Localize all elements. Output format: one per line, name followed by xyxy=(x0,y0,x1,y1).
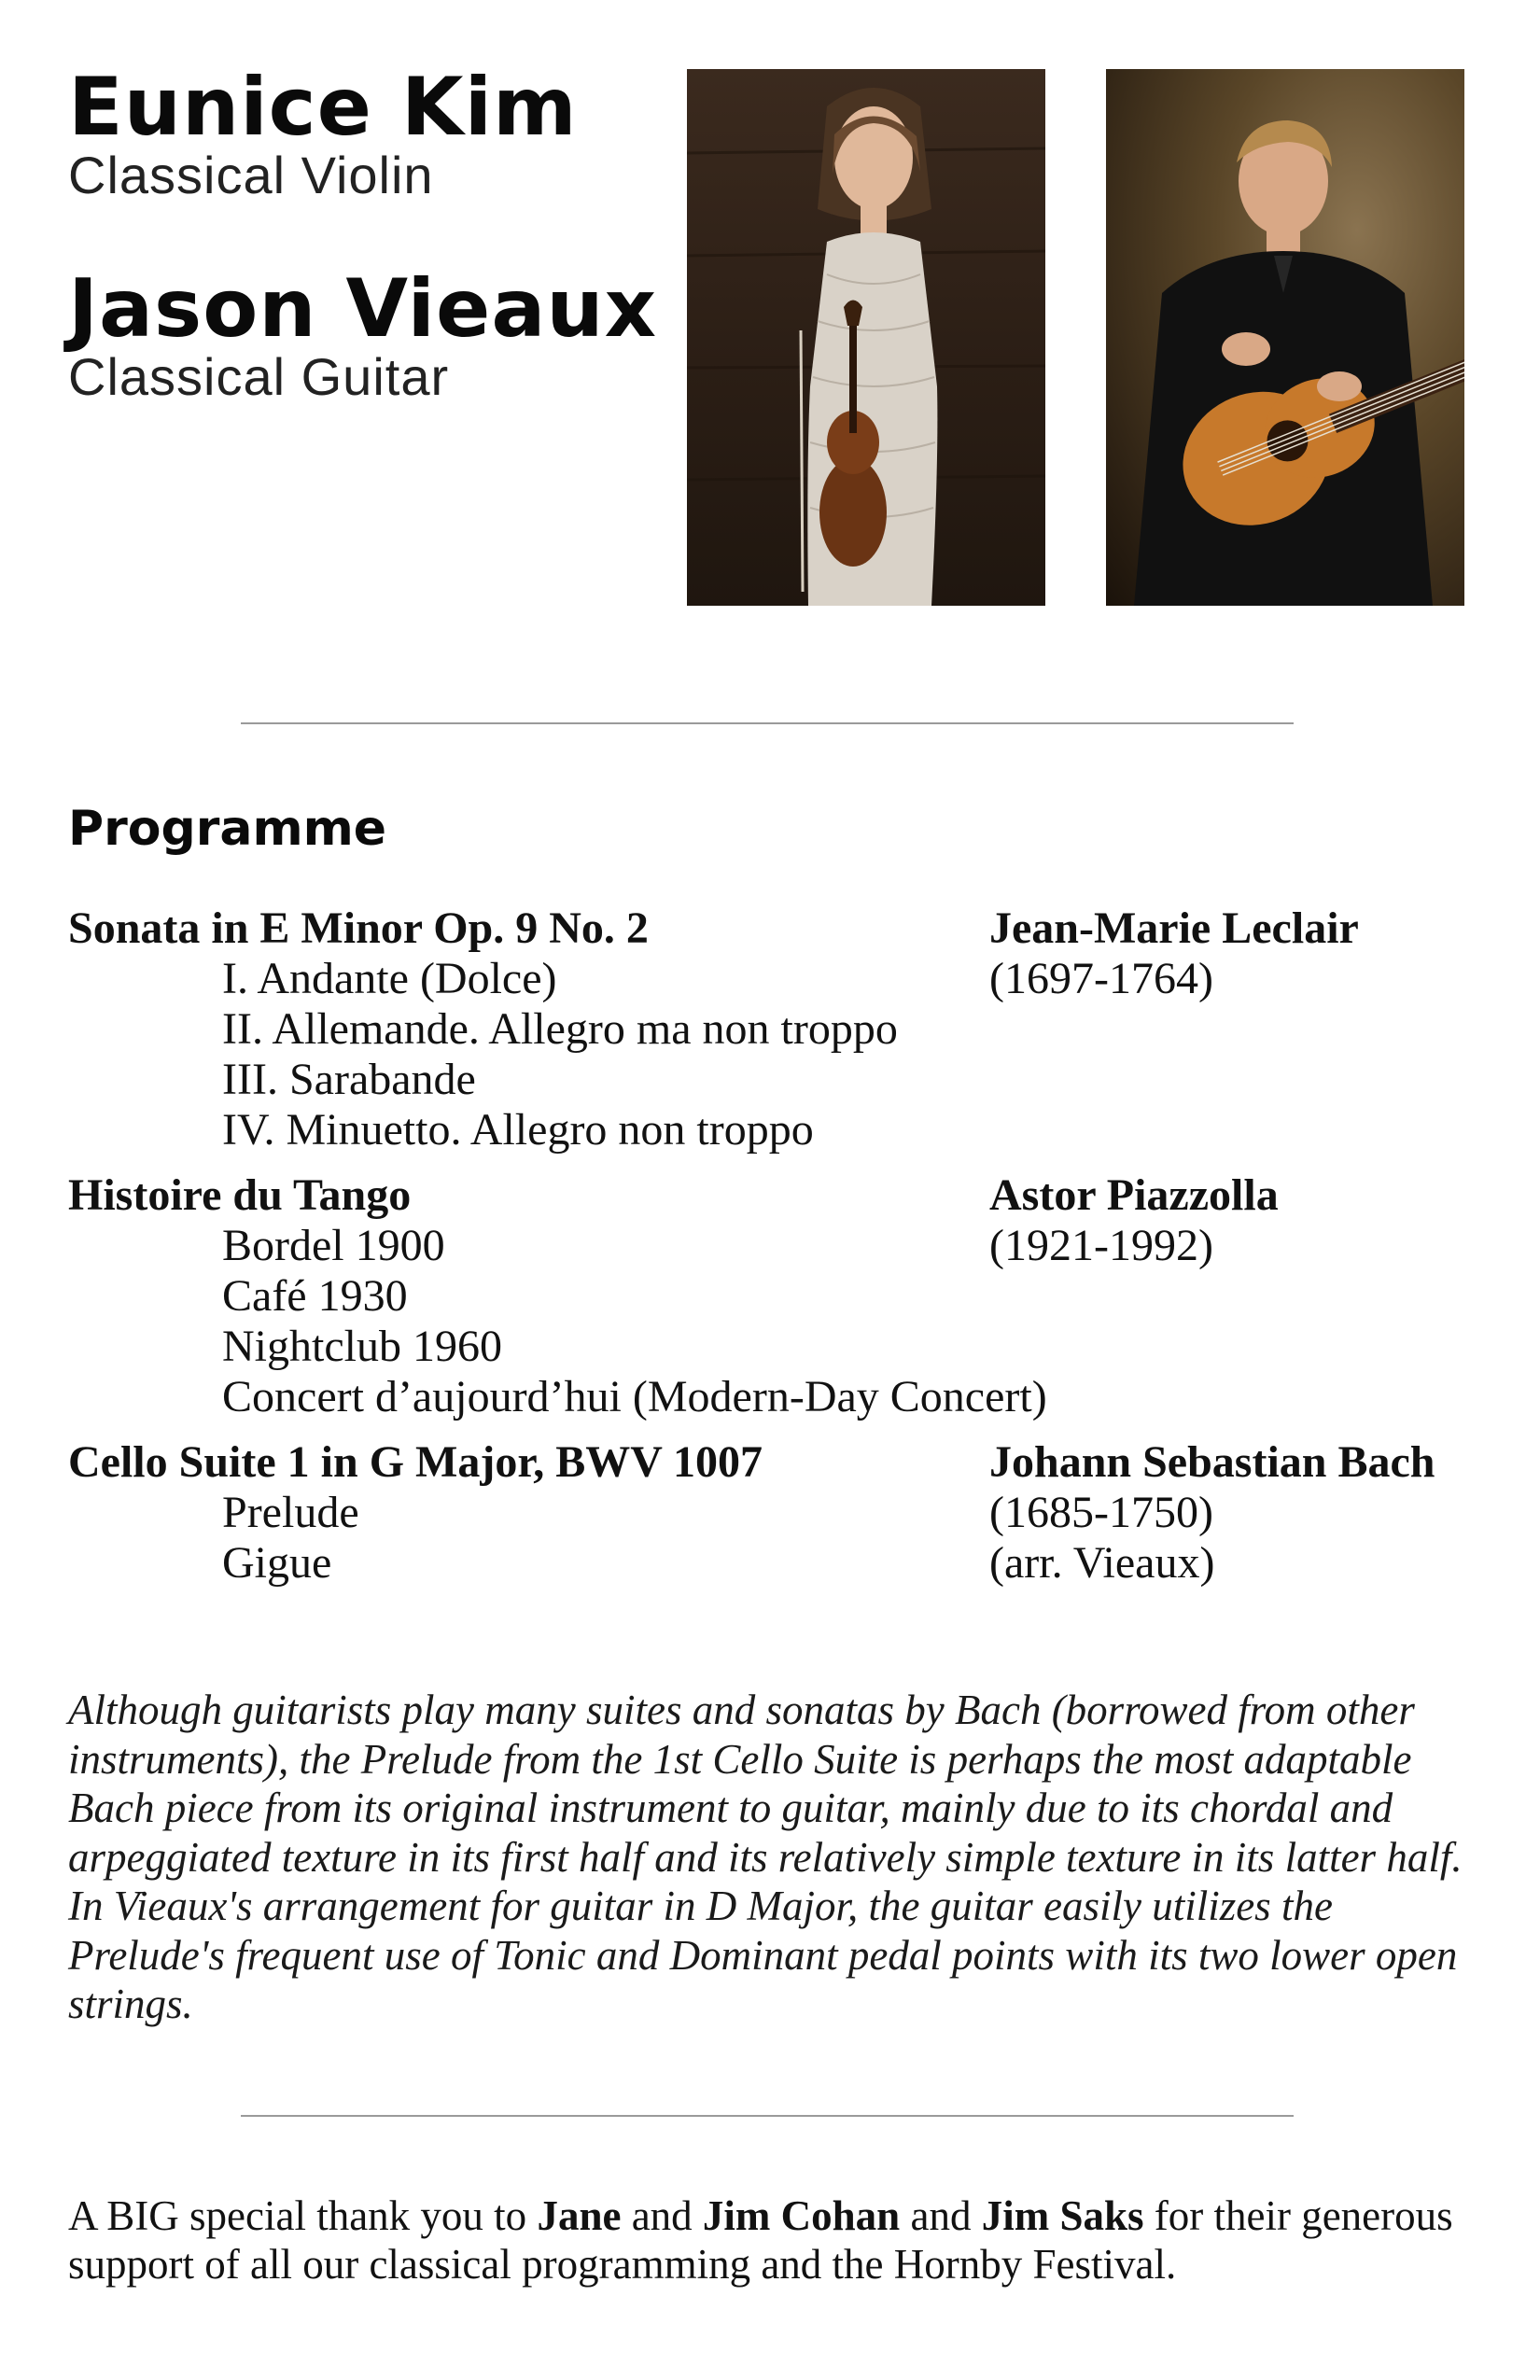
piece-title: Sonata in E Minor Op. 9 No. 2 xyxy=(68,903,649,953)
performer-instrument: Classical Guitar xyxy=(68,347,450,406)
movement: Prelude xyxy=(222,1488,359,1537)
donor-name: Jane xyxy=(537,2192,622,2239)
guitarist-photo xyxy=(1106,69,1464,606)
donor-name: Jim Cohan xyxy=(702,2192,901,2239)
divider xyxy=(241,722,1294,724)
composer-name: Jean-Marie Leclair xyxy=(989,903,1359,953)
movement: Concert d’aujourd’hui (Modern-Day Concert) xyxy=(222,1372,1047,1421)
performer-name: Eunice Kim xyxy=(68,61,578,154)
program-note: Although guitarists play many suites and sonatas by Bach (borrowed from other instruments), the Prelude from the 1st Cello Suite is perhaps the most adaptable Bach piece from its original instrument to guitar, mainly due to its chordal and arpeggiated texture in its first half and its relatively simple texture in its latter half. In Vieaux's arrangement for guitar in D Major, the guitar easily utilizes the Prelude's frequent use of Tonic and Dominant pedal points with its two lower open strings. xyxy=(68,1687,1463,2027)
guitarist-illustration xyxy=(1106,69,1464,606)
thanks-text: and xyxy=(900,2192,982,2239)
movement: IV. Minuetto. Allegro non troppo xyxy=(222,1105,814,1155)
performer-instrument: Classical Violin xyxy=(68,146,434,204)
piece-cello-suite xyxy=(68,1437,1487,1589)
piece-leclair-sonata xyxy=(68,903,1487,1155)
movement: III. Sarabande xyxy=(222,1055,476,1104)
violinist-photo xyxy=(687,69,1045,606)
movement: Café 1930 xyxy=(222,1271,408,1321)
piece-title: Cello Suite 1 in G Major, BWV 1007 xyxy=(68,1437,763,1487)
composer xyxy=(989,1437,1435,1589)
performer-eunice-kim xyxy=(68,61,578,204)
divider xyxy=(241,2115,1294,2117)
performer-name: Jason Vieaux xyxy=(68,262,658,356)
movement: Bordel 1900 xyxy=(222,1221,445,1270)
piece-title: Histoire du Tango xyxy=(68,1170,412,1220)
piece-histoire-du-tango xyxy=(68,1170,1487,1422)
movement: II. Allemande. Allegro ma non troppo xyxy=(222,1004,898,1054)
programme-heading: Programme xyxy=(68,801,387,857)
composer-dates: (1921-1992) xyxy=(989,1221,1213,1270)
performer-jason-vieaux xyxy=(68,262,658,406)
movement: Nightclub 1960 xyxy=(222,1322,502,1371)
violinist-illustration xyxy=(687,69,1045,606)
programme-list xyxy=(68,903,1487,1603)
thanks-text: and xyxy=(621,2192,703,2239)
thanks-text: A BIG special thank you to xyxy=(68,2192,538,2239)
thank-you-note xyxy=(68,2191,1505,2289)
composer xyxy=(989,1170,1279,1271)
donor-name: Jim Saks xyxy=(981,2192,1144,2239)
composer xyxy=(989,903,1359,1004)
composer-dates: (1685-1750) xyxy=(989,1488,1213,1537)
movement: Gigue xyxy=(222,1538,332,1588)
composer-name: Astor Piazzolla xyxy=(989,1170,1279,1220)
composer-name: Johann Sebastian Bach xyxy=(989,1437,1435,1487)
composer-dates: (1697-1764) xyxy=(989,954,1213,1003)
thanks-text: for their generous support of all our classical programming and the Hornby Festival. xyxy=(68,2192,1453,2288)
movement: I. Andante (Dolce) xyxy=(222,954,557,1003)
arrangement-credit: (arr. Vieaux) xyxy=(989,1538,1215,1588)
